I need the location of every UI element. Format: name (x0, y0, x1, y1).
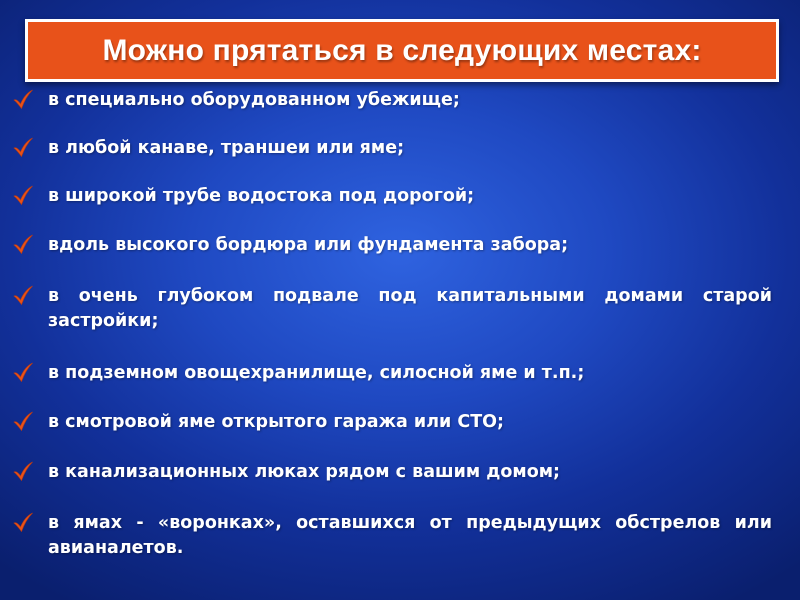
checkmark-icon (12, 511, 34, 533)
list-item (12, 361, 772, 386)
list-item-text: в ямах - «воронках», оставшихся от предыдущих обстрелов или авианалетов. (48, 513, 772, 558)
checkmark-icon (12, 88, 34, 110)
checkmark-icon (12, 361, 34, 383)
list-item-text: в любой канаве, траншеи или яме; (48, 138, 405, 158)
checkmark-icon (12, 410, 34, 432)
checkmark-icon (12, 284, 34, 306)
list-item-text: в канализационных люках рядом с вашим домом; (48, 462, 561, 482)
list-item (12, 88, 772, 113)
checkmark-icon (12, 460, 34, 482)
checkmark-icon (12, 233, 34, 255)
list-item-text: в специально оборудованном убежище; (48, 90, 460, 110)
list-item (12, 184, 772, 209)
list-item (12, 233, 772, 258)
list-item-text: в очень глубоком подвале под капитальными домами старой застройки; (48, 286, 772, 331)
list-item (12, 136, 772, 161)
list-item-text: в смотровой яме открытого гаража или СТО; (48, 412, 505, 432)
list-item (12, 284, 772, 334)
slide-title: Можно прятаться в следующих местах: (102, 33, 702, 67)
list-item-text: в широкой трубе водостока под дорогой; (48, 186, 475, 206)
list-item (12, 511, 772, 561)
checkmark-icon (12, 136, 34, 158)
list-item-text: вдоль высокого бордюра или фундамента забора; (48, 235, 569, 255)
list-item-text: в подземном овощехранилище, силосной яме и т.п.; (48, 363, 585, 383)
list-item (12, 460, 772, 485)
checkmark-icon (12, 184, 34, 206)
list-item (12, 410, 772, 435)
